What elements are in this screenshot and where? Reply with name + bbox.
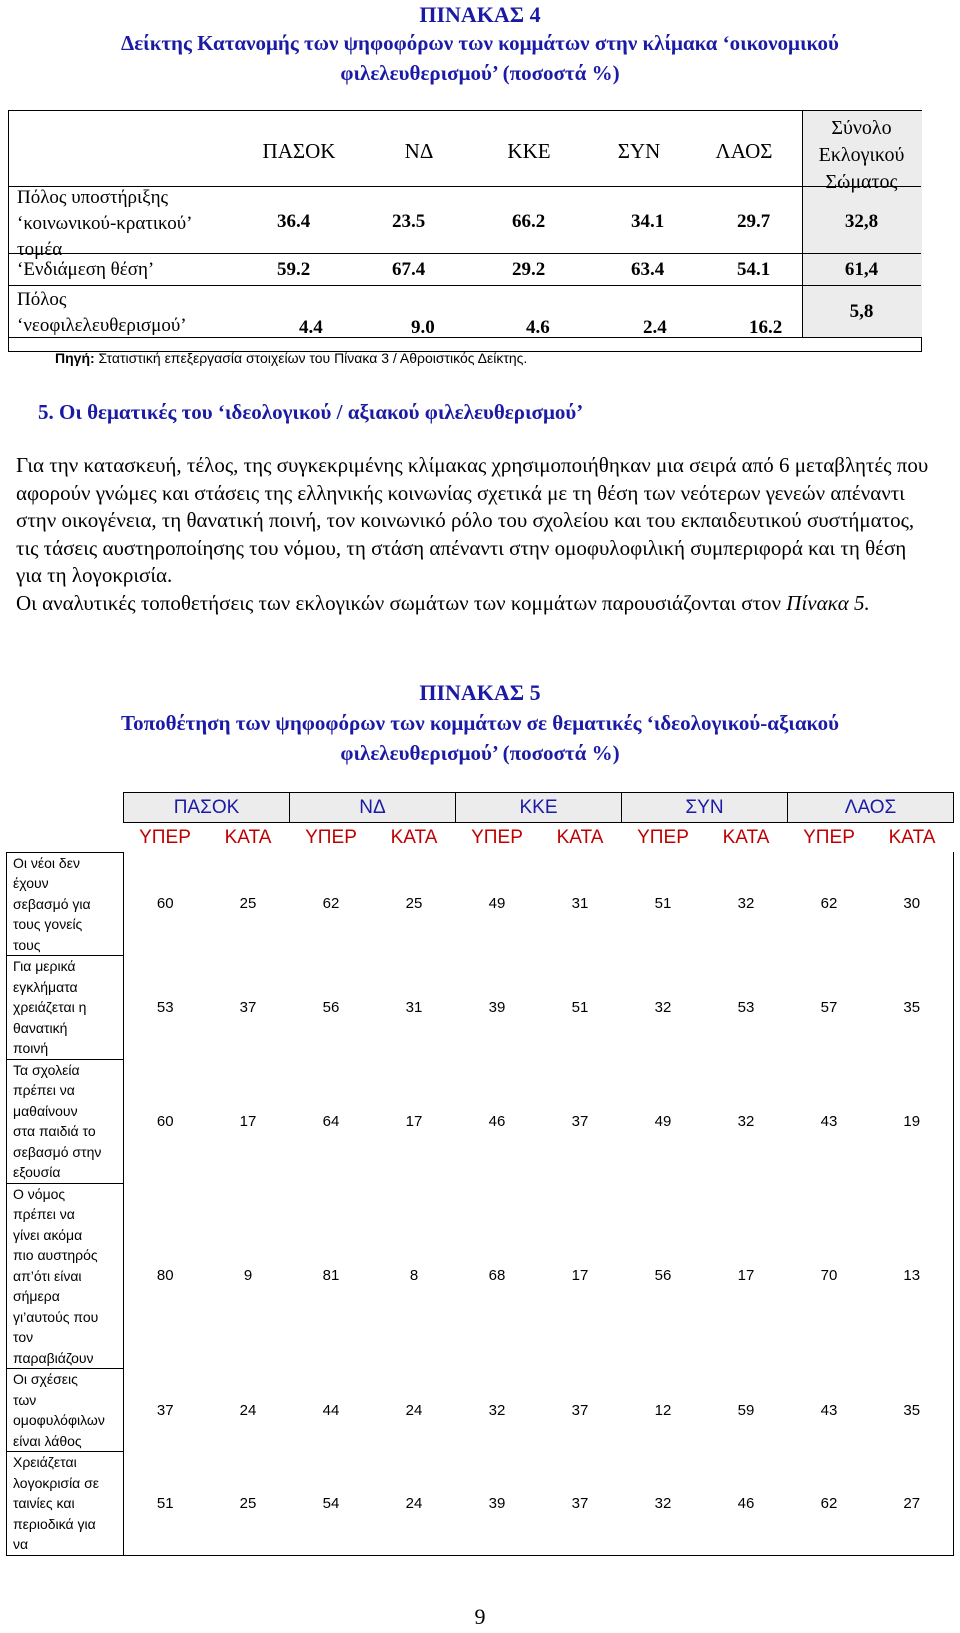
row-label: Οι νέοι δεν έχουν σεβασμό για τους γονείς τους xyxy=(7,852,124,956)
table5-title-line1: Τοποθέτηση των ψηφοφόρων των κομμάτων σε θεματικές ‘ιδεολογικού-αξιακού xyxy=(121,711,839,735)
value-cell: 32 xyxy=(654,998,672,1016)
party-header: ΣΥΝ xyxy=(622,793,788,823)
party-header: ΛΑΟΣ xyxy=(788,793,954,823)
value-cell: 23.5 xyxy=(392,211,426,232)
section-heading: 5. Οι θεματικές του ‘ιδεολογικού / αξιακού φιλελευθερισμού’ xyxy=(38,400,584,424)
value-cell: 56 xyxy=(322,998,340,1016)
value-cell: 8 xyxy=(409,1267,419,1285)
value-cell: 19 xyxy=(871,1059,954,1183)
total-cell: 61,4 xyxy=(844,259,879,280)
value-cell: 59 xyxy=(737,1401,755,1419)
value-cell: 68 xyxy=(488,1267,506,1285)
value-cell: 51 xyxy=(571,998,589,1016)
value-cell: 46 xyxy=(705,1452,788,1556)
party-header: ΣΥΝ xyxy=(617,139,661,163)
value-cell: 56 xyxy=(654,1267,672,1285)
table4-number: ΠΙΝΑΚΑΣ 4 xyxy=(419,2,541,27)
value-cell: 13 xyxy=(871,1183,954,1369)
for-header: ΥΠΕΡ xyxy=(471,826,523,848)
value-cell: 32 xyxy=(737,895,755,913)
value-cell: 51 xyxy=(654,895,672,913)
value-cell: 34.1 xyxy=(631,211,665,232)
table4-title-line1: Δείκτης Κατανομής των ψηφοφόρων των κομμάτων στην κλίμακα ‘οικονομικού xyxy=(121,31,839,55)
row-label: Πόλος ‘νεοφιλελευθερισμού’ xyxy=(17,289,187,336)
value-cell: 27 xyxy=(871,1452,954,1556)
value-cell: 37 xyxy=(239,998,257,1016)
value-cell: 46 xyxy=(488,1112,506,1130)
value-cell: 62 xyxy=(322,895,340,913)
value-cell: 32 xyxy=(622,1452,705,1556)
against-header: ΚΑΤΑ xyxy=(722,826,770,848)
value-cell: 66.2 xyxy=(512,211,546,232)
party-header: ΠΑΣΟΚ xyxy=(124,793,290,823)
row-label: Οι σχέσεις των ομοφυλόφιλων είναι λάθος xyxy=(7,1369,124,1452)
value-cell: 57 xyxy=(820,998,838,1016)
divider xyxy=(9,285,921,286)
value-cell: 30 xyxy=(871,852,954,956)
total-header: Σύνολο Εκλογικού Σώματος xyxy=(818,117,905,193)
value-cell: 29.2 xyxy=(512,259,546,280)
value-cell: 62 xyxy=(788,1452,871,1556)
value-cell: 25 xyxy=(207,1452,290,1556)
row-label: Ο νόμος πρέπει να γίνει ακόμα πιο αυστηρός απ’ότι είναι σήμερα γι’αυτούς που τον παραβιάζουν xyxy=(7,1183,124,1369)
against-header: ΚΑΤΑ xyxy=(224,826,272,848)
value-cell: 80 xyxy=(156,1267,174,1285)
value-cell: 17 xyxy=(571,1267,589,1285)
value-cell: 37 xyxy=(571,1401,589,1419)
against-header: ΚΑΤΑ xyxy=(888,826,936,848)
value-cell: 60 xyxy=(156,1112,174,1130)
party-header: ΛΑΟΣ xyxy=(715,139,773,163)
value-cell: 63.4 xyxy=(631,259,665,280)
party-header: ΚΚΕ xyxy=(456,793,622,823)
row-label: Χρειάζεται λογοκρισία σε ταινίες και περιοδικά για να xyxy=(7,1452,124,1556)
table-row xyxy=(7,1059,954,1183)
value-cell: 43 xyxy=(820,1401,838,1419)
for-header: ΥΠΕΡ xyxy=(139,826,191,848)
value-cell: 70 xyxy=(820,1267,838,1285)
value-cell: 37 xyxy=(156,1401,174,1419)
row-label: Για μερικά εγκλήματα χρειάζεται η θανατική ποινή xyxy=(7,956,124,1060)
value-cell: 24 xyxy=(405,1401,423,1419)
value-cell: 32 xyxy=(488,1401,506,1419)
body-paragraph: Για την κατασκευή, τέλος, της συγκεκριμένης κλίμακας χρησιμοποιήθηκαν μια σειρά από 6 μεταβλητές που αφορούν γνώμες και στάσεις της ελληνικής κοινωνίας σχετικά με τη θέση των νεότερων γενεών απέναντι στην οικογένεια, τη θανατική ποινή, τον κοινωνικό ρόλο του σχολείου και του εκπαιδευτικού συστήματος, τις τάσεις αυστηροποίησης του νόμου, τη στάση απέναντι στην ομοφυλοφιλική συμπεριφορά και τη θέση για τη λογοκρισία. Οι αναλυτικές τοποθετήσεις των εκλογικών σωμάτων των κομμάτων παρουσιάζονται στον Πίνακα 5. xyxy=(16,453,929,615)
party-header: ΝΔ xyxy=(404,139,434,163)
value-cell: 62 xyxy=(820,895,838,913)
table-row xyxy=(7,956,954,1060)
value-cell: 39 xyxy=(488,998,506,1016)
for-header: ΥΠΕΡ xyxy=(803,826,855,848)
value-cell: 54.1 xyxy=(737,259,771,280)
table4 xyxy=(8,110,922,352)
value-cell: 60 xyxy=(156,895,174,913)
table4-title-line2: φιλελευθερισμού’ (ποσοστά %) xyxy=(340,61,620,85)
value-cell: 39 xyxy=(456,1452,539,1556)
table5 xyxy=(6,792,954,1552)
table4-source: Πηγή: Στατιστική επεξεργασία στοιχείων του Πίνακα 3 / Αθροιστικός Δείκτης. xyxy=(55,350,528,366)
value-cell: 59.2 xyxy=(277,259,311,280)
value-cell: 4.6 xyxy=(526,317,550,338)
value-cell: 9 xyxy=(243,1267,253,1285)
row-label: Πόλος υποστήριξης ‘κοινωνικού-κρατικού’ τομέα xyxy=(17,187,193,260)
table-row xyxy=(7,1183,954,1369)
party-header: ΠΑΣΟΚ xyxy=(262,139,336,163)
value-cell: 24 xyxy=(239,1401,257,1419)
value-cell: 35 xyxy=(871,1369,954,1452)
for-header: ΥΠΕΡ xyxy=(305,826,357,848)
value-cell: 2.4 xyxy=(643,317,667,338)
value-cell: 24 xyxy=(373,1452,456,1556)
value-cell: 4.4 xyxy=(299,317,323,338)
value-cell: 31 xyxy=(571,895,589,913)
value-cell: 64 xyxy=(322,1112,340,1130)
value-cell: 44 xyxy=(322,1401,340,1419)
table5-number: ΠΙΝΑΚΑΣ 5 xyxy=(419,680,541,705)
party-header: ΚΚΕ xyxy=(507,139,551,163)
value-cell: 54 xyxy=(290,1452,373,1556)
value-cell: 51 xyxy=(124,1452,207,1556)
row-label: Τα σχολεία πρέπει να μαθαίνουν στα παιδιά το σεβασμό στην εξουσία xyxy=(7,1059,124,1183)
value-cell: 25 xyxy=(239,895,257,913)
value-cell: 43 xyxy=(820,1112,838,1130)
value-cell: 81 xyxy=(322,1267,340,1285)
table-row xyxy=(7,852,954,956)
for-header: ΥΠΕΡ xyxy=(637,826,689,848)
table5-title-line2: φιλελευθερισμού’ (ποσοστά %) xyxy=(340,741,620,765)
value-cell: 9.0 xyxy=(411,317,435,338)
value-cell: 37 xyxy=(571,1112,589,1130)
value-cell: 53 xyxy=(156,998,174,1016)
table-row xyxy=(7,1452,954,1556)
value-cell: 36.4 xyxy=(277,211,311,232)
value-cell: 35 xyxy=(871,956,954,1060)
value-cell: 49 xyxy=(488,895,506,913)
total-cell: 5,8 xyxy=(849,301,874,322)
value-cell: 67.4 xyxy=(392,259,426,280)
total-cell: 32,8 xyxy=(844,211,879,232)
value-cell: 31 xyxy=(405,998,423,1016)
value-cell: 53 xyxy=(737,998,755,1016)
value-cell: 16.2 xyxy=(749,317,783,338)
value-cell: 17 xyxy=(405,1112,423,1130)
party-header: ΝΔ xyxy=(290,793,456,823)
page-number: 9 xyxy=(474,1604,486,1629)
row-label: ‘Ενδιάμεση θέση’ xyxy=(17,259,155,280)
value-cell: 17 xyxy=(239,1112,257,1130)
table-row xyxy=(7,1369,954,1452)
value-cell: 37 xyxy=(539,1452,622,1556)
value-cell: 49 xyxy=(654,1112,672,1130)
value-cell: 25 xyxy=(405,895,423,913)
against-header: ΚΑΤΑ xyxy=(556,826,604,848)
value-cell: 17 xyxy=(737,1267,755,1285)
value-cell: 32 xyxy=(737,1112,755,1130)
value-cell: 29.7 xyxy=(737,211,771,232)
against-header: ΚΑΤΑ xyxy=(390,826,438,848)
value-cell: 12 xyxy=(654,1401,672,1419)
